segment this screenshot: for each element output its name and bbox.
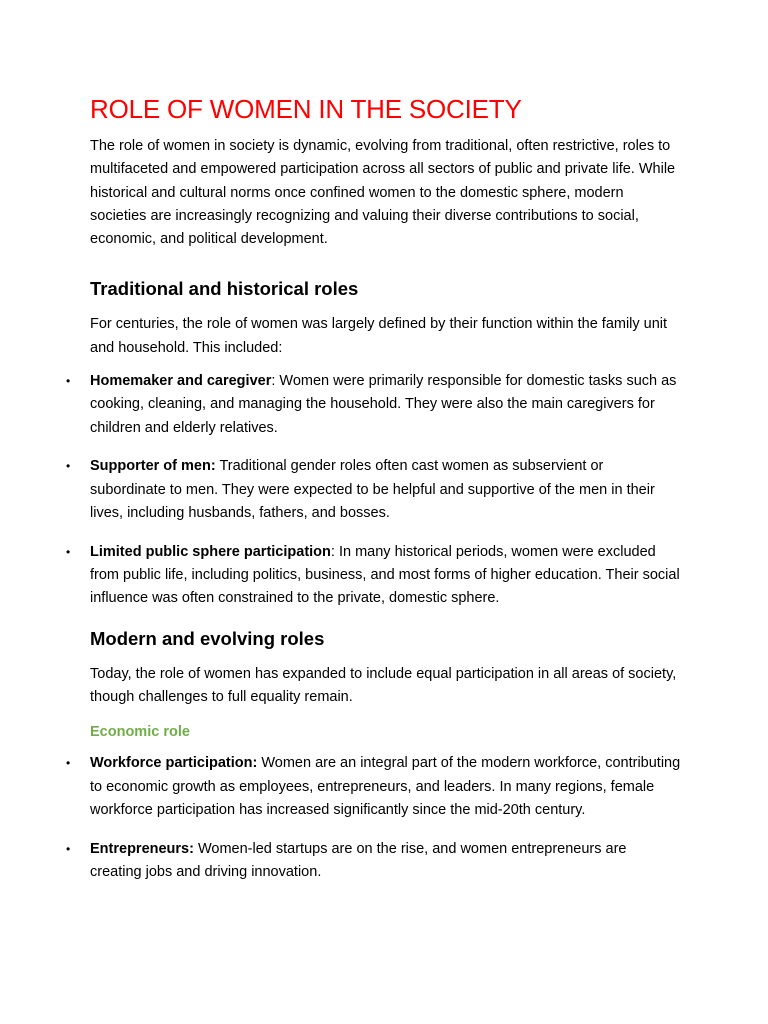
bullet-icon: • <box>66 544 71 559</box>
list-item-label: Workforce participation: <box>90 755 258 772</box>
list-item-separator: : <box>271 373 280 390</box>
intro-paragraph: The role of women in society is dynamic, evolving from traditional, often restrictive, roles to multifaceted and empowered participation across all sectors of public and private life. While historical and cultural norms once confined women to the domestic sphere, modern societies are increasingly recognizing and valuing their diverse contributions to social, economic, and political development. <box>90 138 676 248</box>
bullet-icon: • <box>66 374 71 389</box>
list-item-text: Women-led startups are on the rise, and women entrepreneurs are creating jobs and driving innovation. <box>90 840 627 881</box>
bullet-icon: • <box>66 459 71 474</box>
list-item-label: Entrepreneurs: <box>90 840 194 857</box>
modern-paragraph: Today, the role of women has expanded to include equal participation in all areas of society, though challenges to full equality remain. <box>90 665 677 706</box>
traditional-roles-list <box>66 370 682 611</box>
list-item <box>66 838 682 885</box>
list-item-label: Limited public sphere participation <box>90 543 331 560</box>
list-item-separator: : <box>330 543 339 560</box>
section-heading-modern: Modern and evolving roles <box>90 627 325 649</box>
economic-roles-list <box>66 752 682 884</box>
list-item <box>66 752 682 822</box>
document-body <box>66 92 682 884</box>
list-item-text: Women were primarily responsible for domestic tasks such as cooking, cleaning, and managing the household. They were also the main caregivers for children and elderly relatives. <box>90 373 677 436</box>
list-item-text: In many historical periods, women were excluded from public life, including politics, business, and most forms of higher education. Their social influence was often constrained to the private, domestic sphere. <box>90 543 680 607</box>
traditional-paragraph: For centuries, the role of women was largely defined by their function within the family unit and household. This included: <box>90 316 668 356</box>
list-item-label: Homemaker and caregiver <box>90 373 272 390</box>
list-item <box>66 370 682 440</box>
list-item <box>66 541 682 611</box>
list-item-label: Supporter of men: <box>90 458 216 475</box>
bullet-icon: • <box>66 841 71 856</box>
subheading-economic-role: Economic role <box>90 724 190 741</box>
bullet-icon: • <box>66 756 71 771</box>
list-item-text: Women are an integral part of the modern workforce, contributing to economic growth as employees, entrepreneurs, and leaders. In many regions, female workforce participation has increased significantly since the mid-20th century. <box>90 755 681 818</box>
list-item <box>66 455 682 525</box>
page-title: ROLE OF WOMEN IN THE SOCIETY <box>90 94 522 124</box>
section-heading-traditional: Traditional and historical roles <box>90 278 359 300</box>
list-item-text: Traditional gender roles often cast women as subservient or subordinate to men. They were expected to be helpful and supportive of the men in their lives, including husbands, fathers, and bosses. <box>90 458 655 522</box>
